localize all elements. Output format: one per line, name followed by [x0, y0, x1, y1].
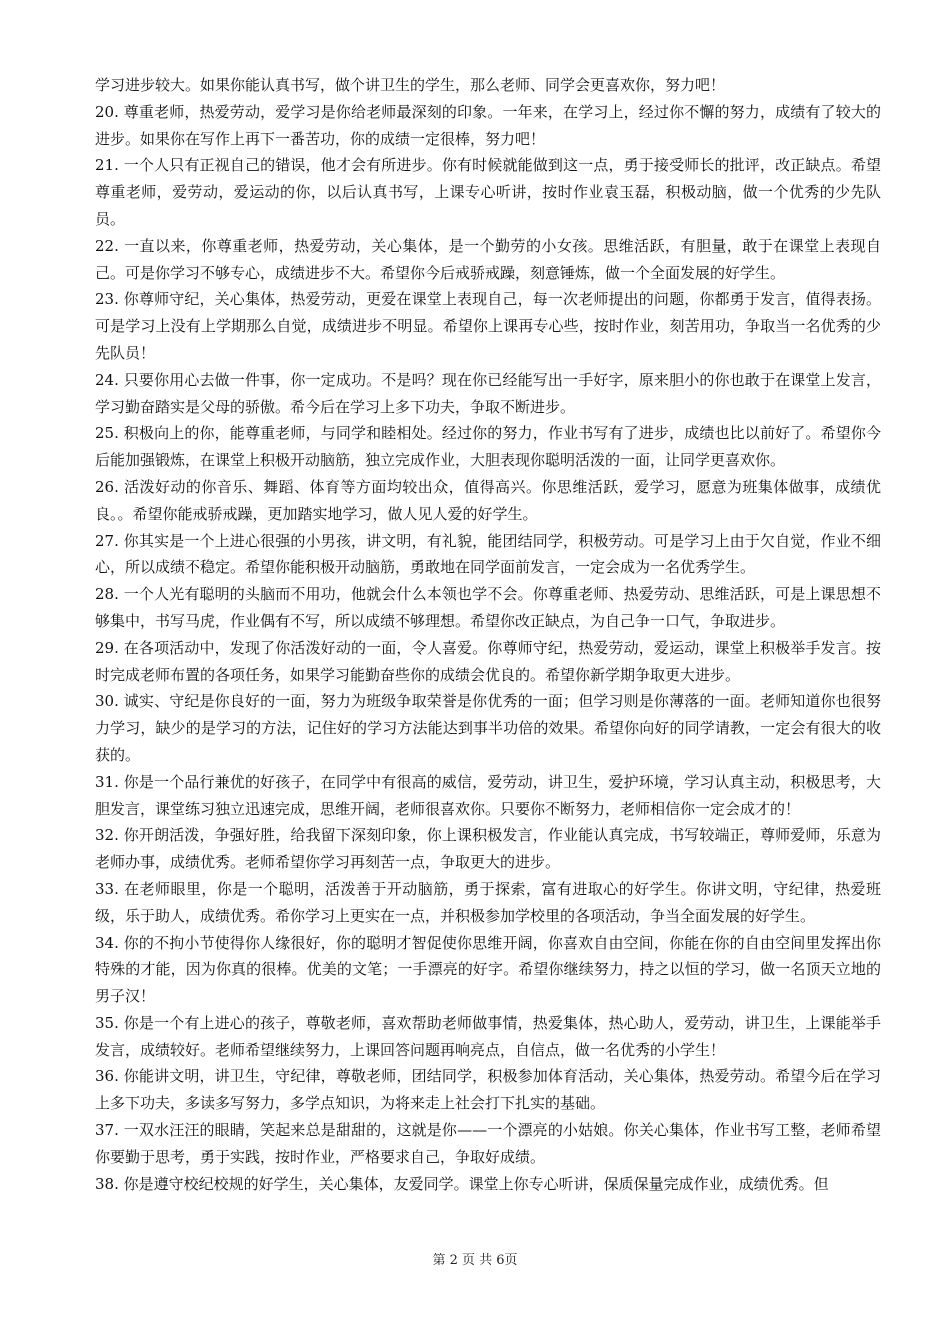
- paragraph: 35. 你是一个有上进心的孩子，尊敬老师，喜欢帮助老师做事情，热爱集体，热心助人，爱劳动，讲卫生，上课能举手发言，成绩较好。老师希望继续努力，上课回答问题再响亮点，自信点，做一名优秀的小学生！: [95, 1013, 881, 1059]
- paragraph: 37. 一双水汪汪的眼睛，笑起来总是甜甜的，这就是你——一个漂亮的小姑娘。你关心集体，作业书写工整，老师希望你要勤于思考，勇于实践，按时作业，严格要求自己，争取好成绩。: [95, 1121, 881, 1166]
- paragraph: 学习进步较大。如果你能认真书写，做个讲卫生的学生，那么老师、同学会更喜欢你，努力吧！: [95, 76, 726, 94]
- paragraph: 32. 你开朗活泼，争强好胜，给我留下深刻印象，你上课积极发言，作业能认真完成，书写较端正，尊师爱师，乐意为老师办事，成绩优秀。老师希望你学习再刻苦一点，争取更大的进步。: [95, 826, 881, 872]
- paragraph: 38. 你是遵守校纪校规的好学生，关心集体，友爱同学。课堂上你专心听讲，保质保量完成作业，成绩优秀。但: [95, 1174, 829, 1193]
- paragraph: 34. 你的不拘小节使得你人缘很好，你的聪明才智促使你思维开阔，你喜欢自由空间，你能在你的自由空间里发挥出你特殊的才能，因为你真的很棒。优美的文笔；一手漂亮的好字。希望你继续努力，持之以恒的学习，做一名顶天立地的男子汉！: [95, 933, 881, 1006]
- paragraph: 26. 活泼好动的你音乐、舞蹈、体育等方面均较出众，值得高兴。你思维活跃，爱学习，愿意为班集体做事，成绩优良。。希望你能戒骄戒躁，更加踏实地学习，做人见人爱的好学生。: [95, 477, 881, 523]
- paragraph: 28. 一个人光有聪明的头脑而不用功，他就会什么本领也学不会。你尊重老师、热爱劳动、思维活跃，可是上课思想不够集中，书写马虎，作业偶有不写，所以成绩不够理想。希望你改正缺点，为自己争一口气，争取进步。: [95, 585, 881, 630]
- paragraph: 22. 一直以来，你尊重老师，热爱劳动，关心集体，是一个勤劳的小女孩。思维活跃，有胆量，敢于在课堂上表现自己。可是你学习不够专心，成绩进步不大。希望你今后戒骄戒躁，刻意锤炼，做一个全面发展的好学生。: [95, 236, 881, 282]
- paragraph: 30. 诚实、守纪是你良好的一面，努力为班级争取荣誉是你优秀的一面；但学习则是你薄落的一面。老师知道你也很努力学习，缺少的是学习的方法，记住好的学习方法能达到事半功倍的效果。希望你向好的同学请教，一定会有很大的收获的。: [95, 692, 881, 764]
- paragraph: 33. 在老师眼里，你是一个聪明，活泼善于开动脑筋，勇于探索，富有进取心的好学生。你讲文明，守纪律，热爱班级，乐于助人，成绩优秀。希你学习上更实在一点，并积极参加学校里的各项活动，争当全面发展的好学生。: [95, 879, 881, 925]
- paragraph: 20. 尊重老师，热爱劳动，爱学习是你给老师最深刻的印象。一年来，在学习上，经过你不懈的努力，成绩有了较大的进步。如果你在写作上再下一番苦功，你的成绩一定很棒，努力吧！: [95, 102, 881, 148]
- document-body: [95, 72, 881, 1197]
- paragraph: 23. 你尊师守纪，关心集体，热爱劳动，更爱在课堂上表现自己，每一次老师提出的问题，你都勇于发言，值得表扬。可是学习上没有上学期那么自觉，成绩进步不明显。希望你上课再专心些，按时作业，刻苦用功，争取当一名优秀的少先队员！: [95, 290, 881, 362]
- paragraph: 36. 你能讲文明，讲卫生，守纪律，尊敬老师，团结同学，积极参加体育活动，关心集体，热爱劳动。希望今后在学习上多下功夫，多读多写努力，多学点知识，为将来走上社会打下扎实的基础。: [95, 1067, 881, 1113]
- page-footer: 第 2 页 共 6页: [432, 1253, 518, 1268]
- paragraph: 29. 在各项活动中，发现了你活泼好动的一面，令人喜爱。你尊师守纪，热爱劳动，爱运动，课堂上积极举手发言。按时完成老师布置的各项任务，如果学习能勤奋些你的成绩会优良的。希望你新学期争取更大进步。: [95, 638, 881, 684]
- paragraph: 31. 你是一个品行兼优的好孩子，在同学中有很高的威信，爱劳动，讲卫生，爱护环境，学习认真主动，积极思考，大胆发言，课堂练习独立迅速完成，思维开阔，老师很喜欢你。只要你不断努力，老师相信你一定会成才的！: [95, 772, 881, 818]
- paragraph: 21. 一个人只有正视自己的错误，他才会有所进步。你有时候就能做到这一点，勇于接受师长的批评，改正缺点。希望尊重老师，爱劳动，爱运动的你，以后认真书写，上课专心听讲，按时作业袁玉磊，积极动脑，做一个优秀的少先队员。: [95, 156, 881, 228]
- paragraph: 25. 积极向上的你，能尊重老师，与同学和睦相处。经过你的努力，作业书写有了进步，成绩也比以前好了。希望你今后能加强锻炼，在课堂上积极开动脑筋，独立完成作业，大胆表现你聪明活泼的一面，让同学更喜欢你。: [95, 424, 881, 470]
- paragraph: 27. 你其实是一个上进心很强的小男孩，讲文明，有礼貌，能团结同学，积极劳动。可是学习上由于欠自觉，作业不细心，所以成绩不稳定。希望你能积极开动脑筋，勇敢地在同学面前发言，一定会成为一名优秀学生。: [95, 531, 881, 577]
- paragraph: 24. 只要你用心去做一件事，你一定成功。不是吗？现在你已经能写出一手好字，原来胆小的你也敢于在课堂上发言，学习勤奋踏实是父母的骄傲。希今后在学习上多下功夫，争取不断进步。: [95, 370, 881, 416]
